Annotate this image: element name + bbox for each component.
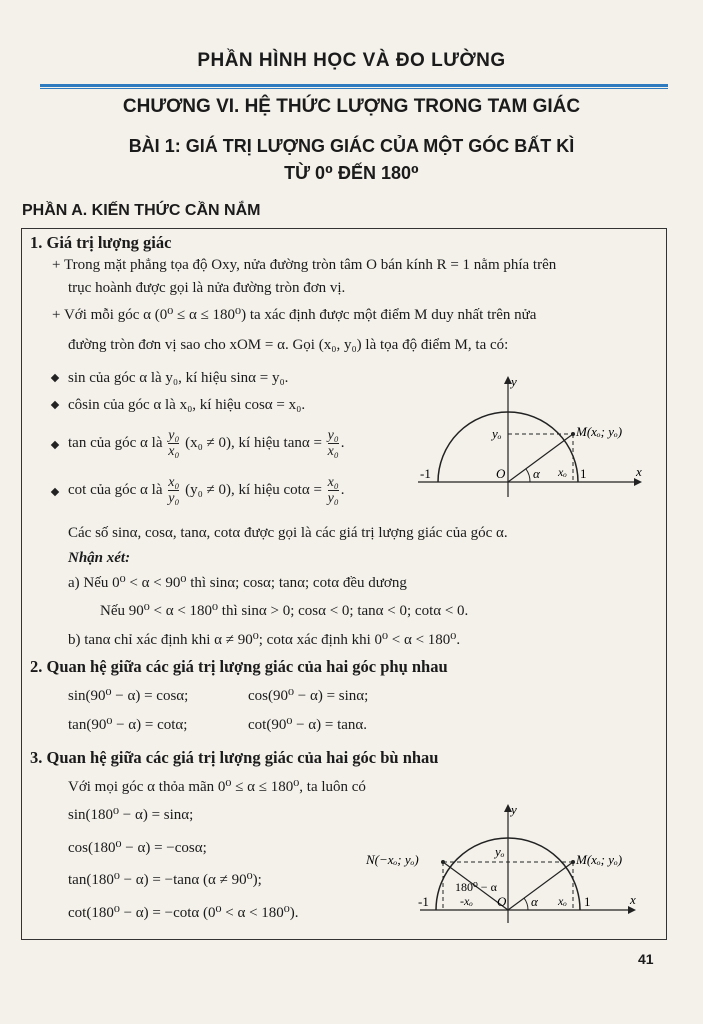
s1-bullet-cos: côsin của góc α là x₀, kí hiệu cosα = x₀.: [68, 397, 305, 414]
s3-formula-4: cot(180⁰ − α) = −cotα (0⁰ < α < 180⁰).: [68, 905, 299, 921]
x-axis-arrow-icon: [634, 478, 642, 486]
title-rule-thin: [40, 88, 668, 89]
lesson-title-line1: BÀI 1: GIÁ TRỊ LƯỢNG GIÁC CỦA MỘT GÓC BẤT KÌ: [128, 136, 575, 156]
fig2-neg-x0-label: -xₒ: [460, 894, 473, 908]
s1-remark-a2: Nếu 90⁰ < α < 180⁰ thì sinα > 0; cosα < 0; tanα < 0; cotα < 0.: [100, 603, 469, 619]
s1-remark-label: Nhận xét:: [68, 550, 131, 566]
s2-formula-4: cot(90⁰ − α) = tanα.: [248, 717, 368, 733]
s1-summary: Các số sinα, cosα, tanα, cotα được gọi là các giá trị lượng giác của góc α.: [68, 525, 508, 541]
x-axis-arrow-icon: [628, 906, 636, 914]
s3-heading: 3. Quan hệ giữa các giá trị lượng giác của hai góc bù nhau: [30, 748, 439, 767]
s3-formula-2: cos(180⁰ − α) = −cosα;: [68, 840, 207, 856]
section-a-title: PHẦN A. KIẾN THỨC CẦN NẮM: [22, 202, 261, 219]
point-m: [571, 432, 575, 436]
fig2-origin-label: O: [497, 894, 507, 909]
s1-heading: 1. Giá trị lượng giác: [30, 233, 172, 252]
fig1-x0-label: xₒ: [558, 465, 567, 479]
angle-arc: [526, 469, 530, 482]
fig2-one-label: 1: [584, 894, 591, 909]
page-number: 41: [638, 951, 654, 967]
s2-formula-3: tan(90⁰ − α) = cotα;: [68, 717, 188, 733]
fig1-y-label: y: [511, 374, 517, 389]
fig2-x0-label: xₒ: [558, 894, 567, 908]
fig2-minus-one-label: -1: [418, 894, 429, 909]
point-n: [441, 860, 445, 864]
tan-fraction-2: $\frac{\text{y₀}}{\text{x₀}}$: [327, 428, 339, 459]
tan-fraction: $\frac{\text{y₀}}{\text{x₀}}$: [168, 428, 180, 459]
fig2-point-n-label: N(−xₒ; yₒ): [366, 852, 419, 867]
angle-arc: [524, 898, 528, 910]
unit-circle-figure-2: [360, 798, 660, 928]
lesson-title-line2: TỪ 0⁰ ĐẾN 180⁰: [284, 163, 419, 183]
cot-fraction-2: $\frac{\text{x₀}}{\text{y₀}}$: [327, 475, 339, 506]
fig1-minus-one-label: -1: [420, 466, 431, 481]
s3-intro: Với mọi góc α thỏa mãn 0⁰ ≤ α ≤ 180⁰, ta luôn có: [68, 779, 366, 795]
unit-circle-figure-1: [412, 372, 652, 502]
lesson-title: [0, 133, 703, 187]
fig2-y-label: y: [511, 802, 517, 817]
s2-heading: 2. Quan hệ giữa các giá trị lượng giác của hai góc phụ nhau: [30, 657, 448, 676]
point-m: [571, 860, 575, 864]
fig2-x-label: x: [630, 892, 636, 907]
fig1-y0-label: yₒ: [492, 426, 502, 441]
s1-remark-b: b) tanα chỉ xác định khi α ≠ 90⁰; cotα xác định khi 0⁰ < α < 180⁰.: [68, 632, 461, 648]
s1-bullet-tan: tan của góc α là $\frac{\text{y₀}}{\text{x₀}}$ (x₀ ≠ 0), kí hiệu tanα = $\frac{\text{y₀}}{\text{x₀}}$ .: [68, 428, 345, 459]
cot-fraction: $\frac{\text{x₀}}{\text{y₀}}$: [168, 475, 180, 506]
fig2-point-m-label: M(xₒ; yₒ): [576, 852, 623, 867]
fig2-angle-label: 180⁰ − α: [455, 880, 497, 894]
s1-remark-a1: a) Nếu 0⁰ < α < 90⁰ thì sinα; cosα; tanα; cotα đều dương: [68, 575, 407, 591]
fig2-alpha-label: α: [531, 894, 538, 909]
part-title: PHẦN HÌNH HỌC VÀ ĐO LƯỜNG: [197, 50, 506, 71]
s2-formula-2: cos(90⁰ − α) = sinα;: [248, 688, 369, 704]
s1-p2-line2: đường tròn đơn vị sao cho xOM = α. Gọi (x₀, y₀) là tọa độ điểm M, ta có:: [68, 337, 509, 353]
s1-p1-line2: trục hoành được gọi là nửa đường tròn đơn vị.: [68, 280, 346, 296]
s3-formula-3: tan(180⁰ − α) = −tanα (α ≠ 90⁰);: [68, 872, 262, 888]
fig1-x-label: x: [636, 464, 642, 479]
s1-bullet-sin: sin của góc α là y₀, kí hiệu sinα = y₀.: [68, 370, 288, 387]
s3-formula-1: sin(180⁰ − α) = sinα;: [68, 807, 194, 823]
fig2-y0-label: yₒ: [495, 844, 505, 859]
title-rule: [40, 84, 668, 87]
fig1-one-label: 1: [580, 466, 587, 481]
s1-p1-line1: + Trong mặt phẳng tọa độ Oxy, nửa đường tròn tâm O bán kính R = 1 nằm phía trên: [52, 257, 557, 273]
s1-p2-line1: + Với mỗi góc α (0⁰ ≤ α ≤ 180⁰) ta xác định được một điểm M duy nhất trên nửa: [52, 307, 537, 323]
fig1-alpha-label: α: [533, 466, 540, 481]
fig1-point-m-label: M(xₒ; yₒ): [576, 424, 623, 439]
s2-formula-1: sin(90⁰ − α) = cosα;: [68, 688, 189, 704]
chapter-title: CHƯƠNG VI. HỆ THỨC LƯỢNG TRONG TAM GIÁC: [122, 96, 581, 117]
fig1-origin-label: O: [496, 466, 506, 481]
s1-bullet-cot: cot của góc α là $\frac{\text{x₀}}{\text{y₀}}$ (y₀ ≠ 0), kí hiệu cotα = $\frac{\text{x₀}}{\text{y₀}}$ .: [68, 475, 345, 506]
